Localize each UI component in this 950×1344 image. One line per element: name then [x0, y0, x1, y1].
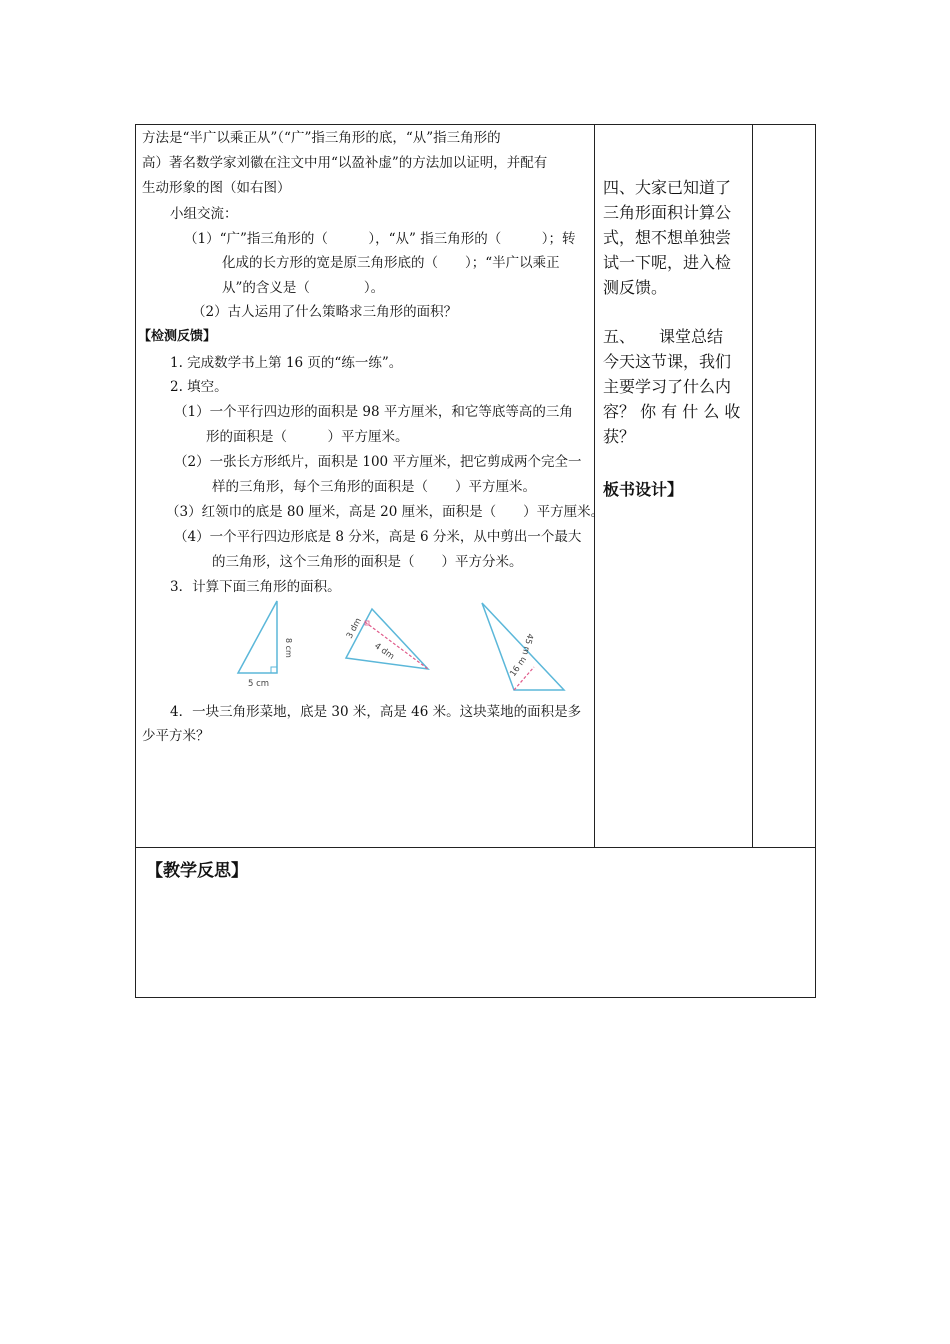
triangle-figures [136, 595, 594, 695]
main-content-cell [136, 125, 605, 847]
intro-line: 高）著名数学家刘徽在注文中用“以盈补虚”的方法加以证明，并配有 [142, 155, 548, 171]
fill-blank-item: （3）红领巾的底是 80 厘米，高是 20 厘米，面积是（ ）平方厘米。 [166, 504, 605, 520]
feedback-item: 3．计算下面三角形的面积。 [170, 579, 341, 595]
feedback-section-title: 【检测反馈】 [138, 329, 217, 344]
step-4-line: 三角形面积计算公 [603, 203, 732, 222]
intro-line: 方法是“半广以乘正从”（“广”指三角形的底，“从”指三角形的 [142, 130, 501, 146]
step-4-line: 四、大家已知道了 [603, 178, 732, 197]
triangle-1-height-label: 8 cm [284, 638, 293, 658]
board-design-title: 板书设计】 [603, 480, 684, 499]
step-5-line: 获？ [603, 427, 636, 446]
group-discussion-title: 小组交流： [170, 206, 238, 222]
step-4-line: 式，想不想单独尝 [603, 228, 732, 247]
fill-blank-item: 的三角形，这个三角形的面积是（ ）平方分米。 [212, 554, 523, 570]
question-1-line: 从”的含义是（ ）。 [222, 280, 385, 296]
feedback-item: 1. 完成数学书上第 16 页的“练一练”。 [170, 355, 403, 371]
step-4-line: 试一下呢，进入检 [603, 253, 732, 272]
question-1-line: 化成的长方形的宽是原三角形底的（ ）；“半广以乘正 [222, 255, 560, 271]
word-problem-line: 少平方米？ [142, 728, 210, 744]
triangle-3-side-label: 45 m [519, 632, 535, 656]
teaching-notes-cell [595, 125, 752, 847]
step-5-line: 五、 课堂总结 [603, 327, 724, 346]
triangle-1-base-label: 5 cm [248, 679, 270, 689]
fill-blank-item: （2）一张长方形纸片，面积是 100 平方厘米，把它剪成两个完全一 [174, 454, 582, 470]
triangle-3-height-label: 16 m [508, 655, 529, 679]
fill-blank-item: （1）一个平行四边形的面积是 98 平方厘米，和它等底等高的三角 [174, 404, 573, 420]
triangle-2-base-label: 4 dm [372, 641, 396, 662]
step-5-line: 容？ 你 有 什 么 收 [603, 402, 741, 421]
step-4-line: 测反馈。 [603, 278, 668, 297]
step-5-line: 主要学习了什么内 [603, 377, 732, 396]
question-1-line: （1）“广”指三角形的（ ），“从” 指三角形的（ ）；转 [184, 231, 576, 247]
intro-line: 生动形象的图（如右图） [142, 180, 291, 196]
triangle-2-side-label: 3 dm [344, 616, 364, 641]
lesson-table [135, 124, 816, 998]
feedback-item: 2. 填空。 [170, 379, 228, 395]
word-problem-line: 4．一块三角形菜地，底是 30 米，高是 46 米。这块菜地的面积是多 [170, 704, 582, 720]
reflection-title: 【教学反思】 [146, 861, 248, 881]
step-5-line: 今天这节课，我们 [603, 352, 732, 371]
fill-blank-item: 形的面积是（ ）平方厘米。 [206, 429, 409, 445]
right-angle-mark [271, 667, 277, 673]
reflection-cell [136, 848, 815, 998]
question-2: （2）古人运用了什么策略求三角形的面积？ [192, 304, 458, 320]
fill-blank-item: （4）一个平行四边形底是 8 分米，高是 6 分米，从中剪出一个最大 [174, 529, 582, 545]
fill-blank-item: 样的三角形，每个三角形的面积是（ ）平方厘米。 [212, 479, 536, 495]
column-divider [752, 125, 753, 847]
triangle-1 [238, 601, 277, 673]
